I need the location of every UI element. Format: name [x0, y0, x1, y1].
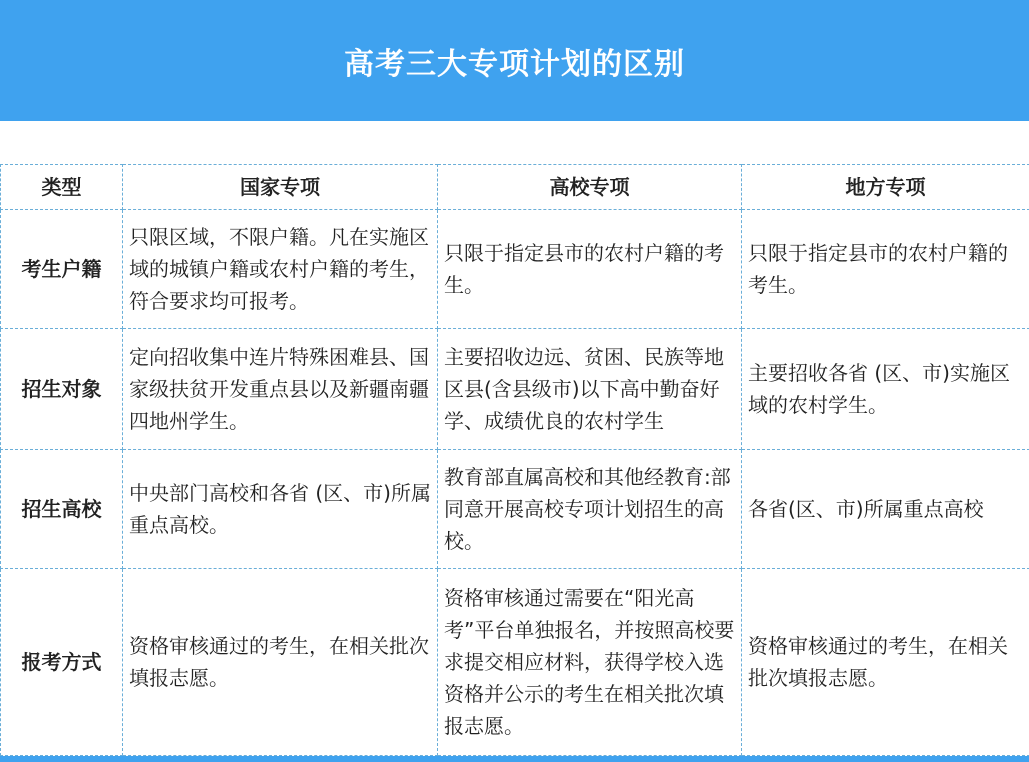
column-header-national: 国家专项 — [123, 165, 438, 210]
national-cell: 资格审核通过的考生，在相关批次填报志愿。 — [123, 569, 438, 756]
row-type-cell: 招生高校 — [1, 450, 123, 569]
local-cell: 资格审核通过的考生，在相关批次填报志愿。 — [742, 569, 1029, 756]
university-cell: 资格审核通过需要在“阳光高考”平台单独报名，并按照高校要求提交相应材料，获得学校入选资格并公示的考生在相关批次填报志愿。 — [438, 569, 742, 756]
table-header-row — [1, 165, 1029, 210]
column-header-local: 地方专项 — [742, 165, 1029, 210]
row-type-cell: 考生户籍 — [1, 210, 123, 329]
row-type-cell: 报考方式 — [1, 569, 123, 756]
local-cell: 主要招收各省 (区、市)实施区域的农村学生。 — [742, 329, 1029, 450]
university-cell: 主要招收边远、贫困、民族等地区县(含县级市)以下高中勤奋好学、成绩优良的农村学生 — [438, 329, 742, 450]
bottom-bar — [0, 756, 1029, 762]
column-header-university: 高校专项 — [438, 165, 742, 210]
comparison-table-wrap — [0, 164, 1029, 756]
column-header-type: 类型 — [1, 165, 123, 210]
local-cell: 只限于指定县市的农村户籍的考生。 — [742, 210, 1029, 329]
comparison-table — [0, 164, 1029, 756]
university-cell: 教育部直属高校和其他经教育:部同意开展高校专项计划招生的高校。 — [438, 450, 742, 569]
local-cell: 各省(区、市)所属重点高校 — [742, 450, 1029, 569]
row-type-cell: 招生对象 — [1, 329, 123, 450]
table-row — [1, 569, 1029, 756]
table-row — [1, 329, 1029, 450]
header-banner — [0, 0, 1029, 121]
national-cell: 中央部门高校和各省 (区、市)所属重点高校。 — [123, 450, 438, 569]
table-row — [1, 450, 1029, 569]
page-title: 高考三大专项计划的区别 — [344, 46, 685, 82]
national-cell: 定向招收集中连片特殊困难县、国家级扶贫开发重点县以及新疆南疆四地州学生。 — [123, 329, 438, 450]
national-cell: 只限区域，不限户籍。凡在实施区域的城镇户籍或农村户籍的考生，符合要求均可报考。 — [123, 210, 438, 329]
table-row — [1, 210, 1029, 329]
university-cell: 只限于指定县市的农村户籍的考生。 — [438, 210, 742, 329]
